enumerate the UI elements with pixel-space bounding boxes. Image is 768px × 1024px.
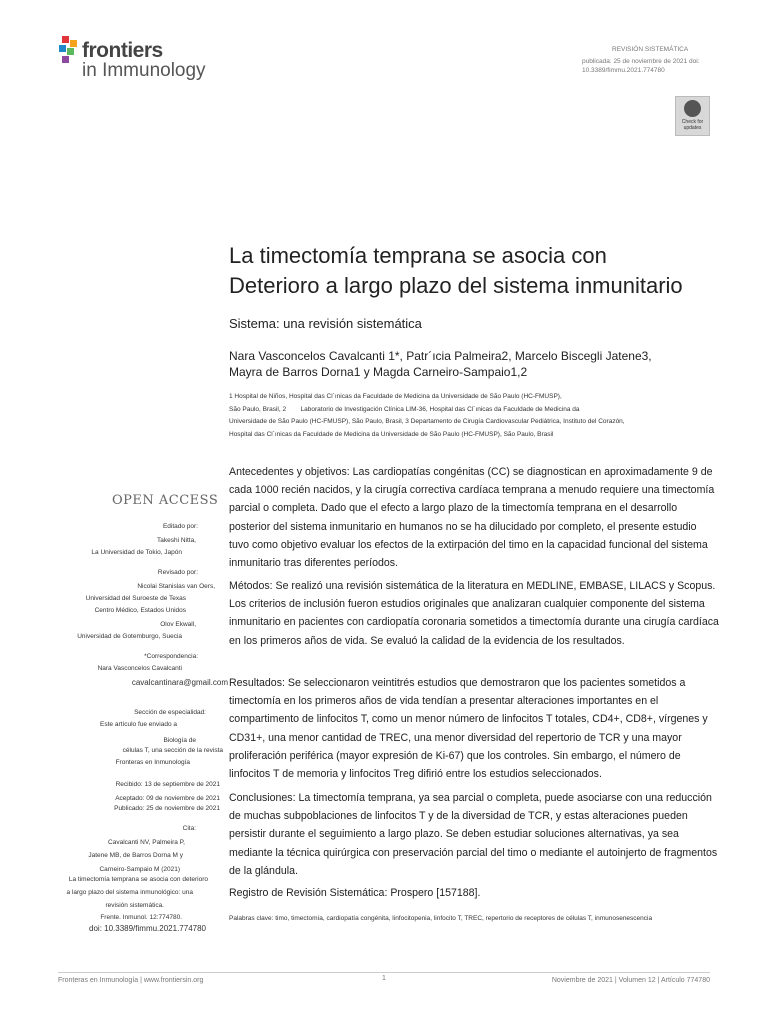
affiliation-line: São Paulo, Brasil, 2 Laboratorio de Investigación Clínica LIM-36, Hospital das Cl´ınicas da Faculdade de Medicina da <box>229 405 580 413</box>
affiliation-line: Hospital das Cl´ınicas da Faculdade de Medicina da Universidade de São Paulo (HC-FMUSP), São Paulo, Brasil <box>229 430 554 438</box>
reviewed-by-label: Revisado por: <box>157 569 198 576</box>
published-line: publicada: 25 de noviembre de 2021 doi: <box>582 58 700 65</box>
title-line-1: La timectomía temprana se asocia con <box>229 243 607 268</box>
affiliation-line: Universidade de São Paulo (HC-FMUSP), São Paulo, Brasil, 3 Departamento de Cirugía Cardiovascular Pediátrica, Instituto del Corazón, <box>229 418 625 425</box>
check-for-updates-badge[interactable] <box>675 96 710 136</box>
citation-line: La timectomía temprana se asocia con deterioro <box>68 876 208 883</box>
frontiers-logo-icon <box>58 36 82 66</box>
citation-line: Cavalcanti NV, Palmeira P, <box>108 839 185 846</box>
affiliations <box>229 391 709 441</box>
abstract-methods: Métodos: Se realizó una revisión sistemática de la literatura en MEDLINE, EMBASE, LILACS y Scopus. Los criterios de inclusión fueron estudios originales que analizaran cualquier componente del sistema inmunitario en pacientes con cardiopatía coronaria sometidos a timectomía durante una cirugía cardíaca en los primeros años de vida. Se evaluó la calidad de la evidencia de los resultados. <box>229 580 719 647</box>
section-line-1: Este artículo fue enviado a <box>100 721 177 728</box>
footer-divider <box>58 972 710 973</box>
authors-line-2: Mayra de Barros Dorna1 y Magda Carneiro-Sampaio1,2 <box>229 365 528 379</box>
citation-line: revisión sistemática. <box>105 902 164 909</box>
citation-line: a largo plazo del sistema inmunológico: una <box>66 889 193 896</box>
abstract-background: Antecedentes y objetivos: Las cardiopatías congénitas (CC) se diagnostican en aproximadamente 9 de cada 1000 recién nacidos, y la cirugía correctiva cardíaca temprana a menudo requiere una timectomía parcial o completa. Dado que el efecto a largo plazo de la timectomía temprana en el desarrollo posterior del sistema inmunitario en humanos no se ha dilucidado por completo, el presente estudio tuvo como objetivo evaluar los efectos de la extirpación del timo en la capacidad funcional del sistema inmunitario tras diferentes períodos. <box>229 466 715 570</box>
journal-brand: frontiers <box>82 39 163 62</box>
edited-by-label: Editado por: <box>162 523 198 530</box>
authors-line-1: Nara Vasconcelos Cavalcanti 1*, Patr´ıcia Palmeira2, Marcelo Biscegli Jatene3, <box>229 349 652 363</box>
received-date: Recibido: 13 de septiembre de 2021 <box>115 781 220 788</box>
section-line-2: Biología de <box>163 737 196 744</box>
editor-name: Takeshi Nitta, <box>156 537 196 544</box>
check-badge-label: Check for updates <box>681 119 704 131</box>
journal-name: in Immunology <box>82 60 206 81</box>
affiliation-line: 1 Hospital de Niños, Hospital das Cl´ınicas da Faculdade de Medicina da Universidade de São Paulo (HC-FMUSP), <box>229 393 562 400</box>
reviewer-1-name: Nicolai Stanislas van Oers, <box>137 583 215 590</box>
accepted-date: Aceptado: 09 de noviembre de 2021 <box>115 795 220 802</box>
citation-doi[interactable]: doi: 10.3389/fimmu.2021.774780 <box>89 924 206 933</box>
citation-label: Cita: <box>182 825 196 832</box>
title-line-2: Deterioro a largo plazo del sistema inmunitario <box>229 273 683 298</box>
section-line-4: Fronteras en Inmunología <box>115 759 190 766</box>
section-label: Sección de especialidad: <box>134 709 206 716</box>
article-type: REVISIÓN SISTEMÁTICA <box>612 46 689 53</box>
abstract-registry: Registro de Revisión Sistemática: Prospero [157188]. <box>229 887 481 899</box>
bookmark-icon <box>684 100 701 117</box>
journal-logo <box>58 34 228 82</box>
citation-line: Jatene MB, de Barros Dorna M y <box>88 852 183 859</box>
section-line-3: células T, una sección de la revista <box>122 747 223 754</box>
citation-line: Frente. Inmunol. 12:774780. <box>100 914 182 921</box>
footer-right: Noviembre de 2021 | Volumen 12 | Artículo 774780 <box>551 977 710 984</box>
correspondence-label: *Correspondencia: <box>144 653 198 660</box>
keywords: Palabras clave: timo, timectomía, cardiopatía congénita, linfocitopenia, linfocito T, TREC, repertorio de receptores de células T, inmunosenescencia <box>229 915 653 922</box>
correspondence-name: Nara Vasconcelos Cavalcanti <box>97 665 182 672</box>
open-access-label: OPEN ACCESS <box>112 493 219 508</box>
reviewer-1-affil-1: Universidad del Suroeste de Texas <box>85 595 186 602</box>
correspondence-email[interactable]: cavalcantinara@gmail.com <box>131 678 228 687</box>
footer-left[interactable]: Fronteras en Inmunología | www.frontiersin.org <box>58 977 204 984</box>
citation-line: Carneiro-Sampaio M (2021) <box>99 866 180 873</box>
abstract-results: Resultados: Se seleccionaron veintitrés estudios que demostraron que los pacientes sometidos a timectomía en los primeros años de vida tendían a presentar alteraciones importantes en el compartimento de linfocitos T, como un menor número de linfocitos T totales, CD4+, CD8+, vírgenes y CD31+, una menor cantidad de TREC, una menor diversidad del repertorio de TCR y una mayor proliferación periférica (mayor expresión de Ki-67) que los controles. Sin embargo, el número de linfocitos T de memoria y linfocitos Treg difirió entre los estudios seleccionados. <box>229 677 708 781</box>
reviewer-2-affil: Universidad de Gotemburgo, Suecia <box>77 633 182 640</box>
reviewer-2-name: Olov Ekwall, <box>160 621 196 628</box>
subtitle: Sistema: una revisión sistemática <box>229 316 422 331</box>
published-date: Publicado: 25 de noviembre de 2021 <box>114 805 220 812</box>
editor-affiliation: La Universidad de Tokio, Japón <box>91 549 182 556</box>
reviewer-1-affil-2: Centro Médico, Estados Unidos <box>94 607 186 614</box>
abstract-conclusions: Conclusiones: La timectomía temprana, ya sea parcial o completa, puede asociarse con una reducción de muchas subpoblaciones de linfocitos T y de la diversidad de TCR, y estas alteraciones pueden persistir durante el seguimiento a largo plazo. Se deben estudiar soluciones alternativas, ya sea mediante la técnica quirúrgica con preservación parcial del timo o mediante el autoinjerto de fragmentos de la glándula. <box>229 792 718 877</box>
header-doi[interactable]: 10.3389/fimmu.2021.774780 <box>582 67 665 74</box>
page-number: 1 <box>382 975 386 982</box>
